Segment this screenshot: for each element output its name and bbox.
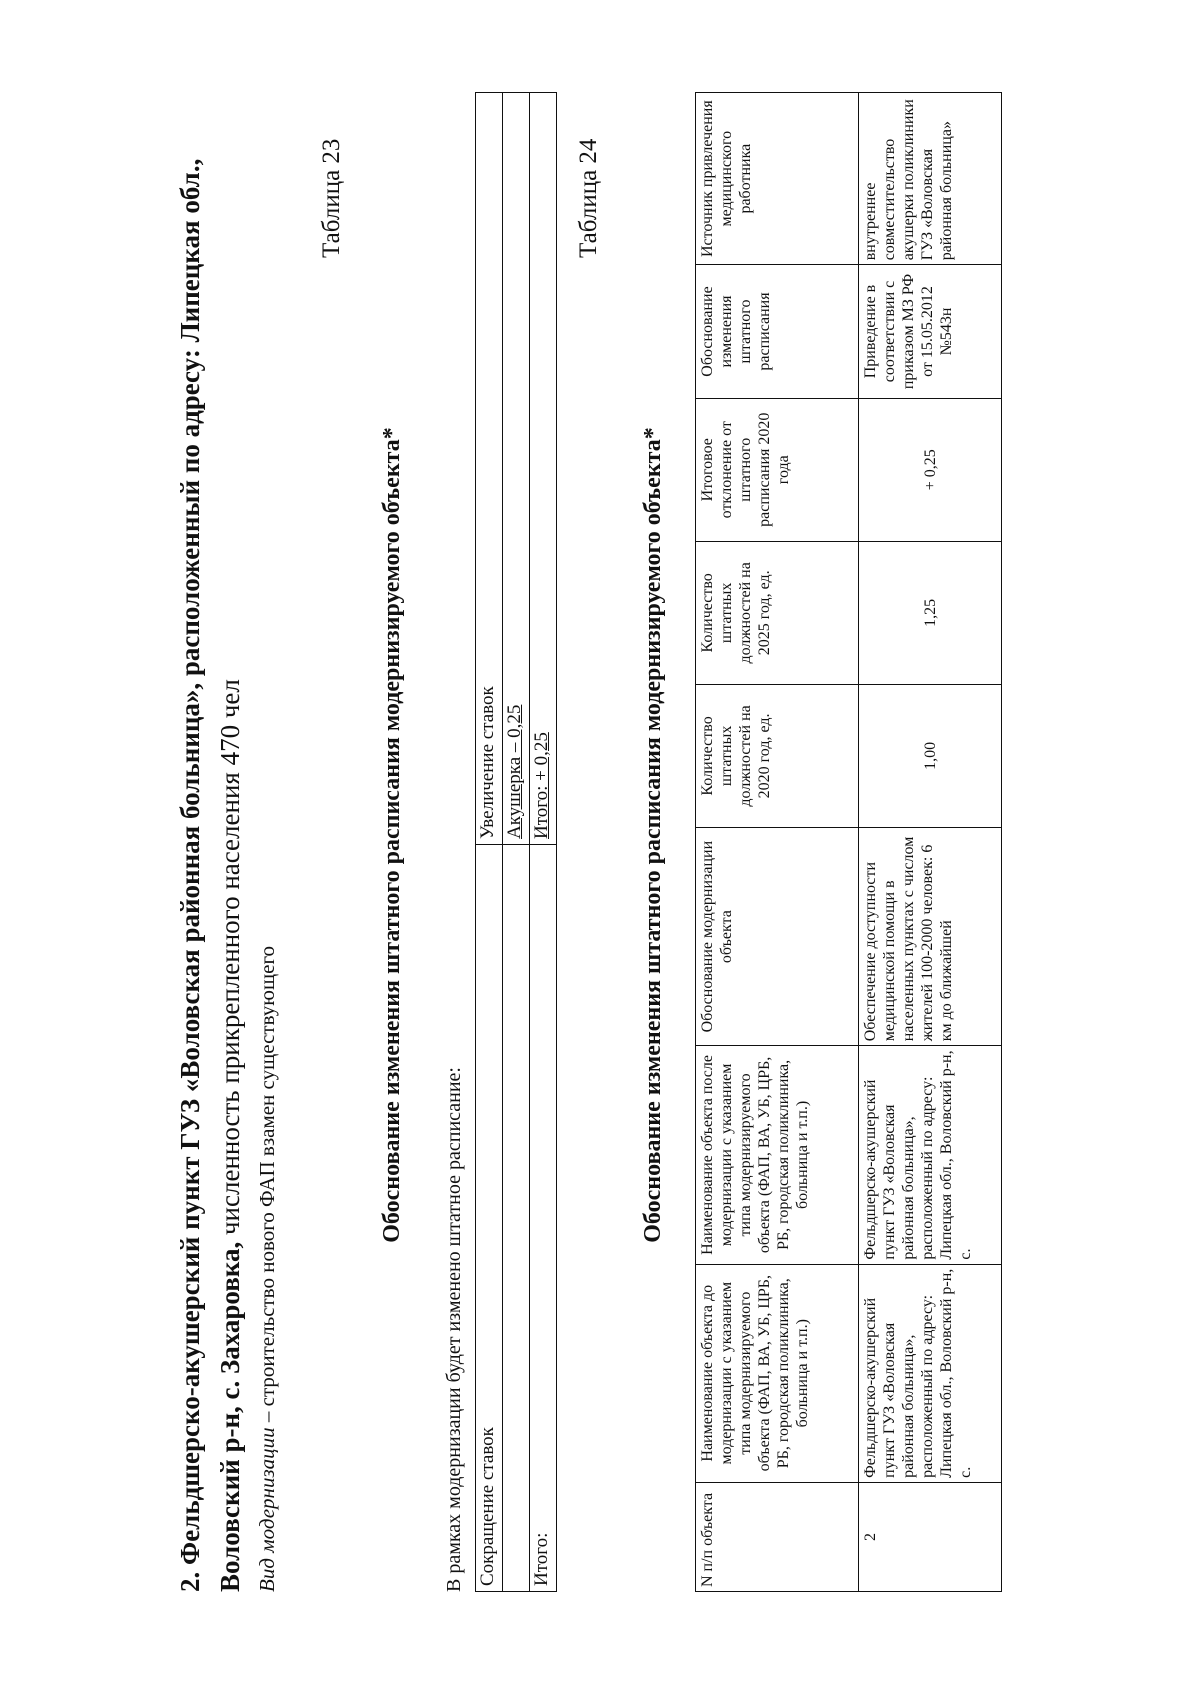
deviation-cell: + 0,25 — [859, 398, 1002, 541]
increase-header-cell: Увеличение ставок — [476, 93, 503, 845]
object-after-cell: Фельдшерско-акушерский пункт ГУЗ «Воловская районная больница», расположенный по адресу: Липецкая обл., Воловский р-н, с. — [859, 1046, 1002, 1264]
worker-source-cell: внутреннее совместительство акушерки поликлиники ГУЗ «Воловская районная больница» — [859, 93, 1002, 265]
modernization-type — [255, 92, 280, 1592]
object-number-cell: 2 — [859, 1482, 1002, 1591]
staff-2020-cell: 1,00 — [859, 684, 1002, 827]
table24-number: Таблица 24 — [575, 138, 602, 258]
total-left-cell: Итого: — [530, 845, 557, 1592]
object-before-cell: Фельдшерско-акушерский пункт ГУЗ «Воловская районная больница», расположенный по адресу: Липецкая обл., Воловский р-н, с. — [859, 1264, 1002, 1482]
heading-bold-text: 2. Фельдшерско-акушерский пункт ГУЗ «Воловская районная больница», расположенный по адресу: Липецкая обл., Воловский р-н, с. Захаровка, — [175, 158, 245, 1592]
total-right-text: Итого: + 0,25 — [531, 732, 552, 839]
reduction-item-cell — [503, 845, 530, 1592]
document-page — [35, 30, 1165, 1640]
table-header-row — [696, 93, 859, 1592]
header-cell: Количество штатных должностей на 2020 год, ед. — [696, 684, 859, 827]
staffing-justification-table — [695, 92, 1002, 1592]
table23-intro: В рамках модернизации будет изменено штатное расписание: — [443, 1067, 465, 1592]
header-cell: Наименование объекта до модернизации с указанием типа модернизируемого объекта (ФАП, ВА, УБ, ЦРБ, РБ, городская поликлиника, больница и т.п.) — [696, 1264, 859, 1482]
header-cell: Источник привлечения медицинского работника — [696, 93, 859, 265]
table-row — [503, 93, 530, 1592]
header-cell: Количество штатных должностей на 2025 год, ед. — [696, 541, 859, 684]
increase-item-cell — [503, 93, 530, 845]
staffing-change-table — [475, 92, 557, 1592]
header-cell: Наименование объекта после модернизации с указанием типа модернизируемого объекта (ФАП, ВА, УБ, ЦРБ, РБ, городская поликлиника, больница и т.п.) — [696, 1046, 859, 1264]
heading-normal-text: численность прикрепленного населения 470 чел — [215, 679, 245, 1242]
staff-2025-cell: 1,25 — [859, 541, 1002, 684]
total-right-cell — [530, 93, 557, 845]
section-heading — [170, 52, 250, 1592]
table-row — [859, 93, 1002, 1592]
table-row — [530, 93, 557, 1592]
table23-title: Обоснование изменения штатного расписания модернизируемого объекта* — [379, 427, 405, 1243]
header-cell: N п/п объекта — [696, 1482, 859, 1591]
modernization-reason-cell: Обеспечение доступности медицинской помощи в населенных пунктах с числом жителей 100-2000 человек: 6 км до ближайшей — [859, 827, 1002, 1045]
header-cell: Обоснование изменения штатного расписания — [696, 265, 859, 398]
table24-title: Обоснование изменения штатного расписания модернизируемого объекта* — [640, 427, 666, 1243]
staffing-reason-cell: Приведение в соответствии с приказом МЗ РФ от 15.05.2012 №543н — [859, 265, 1002, 398]
table-row — [476, 93, 503, 1592]
modernization-label: Вид модернизации — [255, 1427, 279, 1592]
modernization-text: – строительство нового ФАП взамен существующего — [255, 945, 279, 1428]
header-cell: Итоговое отклонение от штатного расписания 2020 года — [696, 398, 859, 541]
reduction-header-cell: Сокращение ставок — [476, 845, 503, 1592]
increase-item-text: Акушерка – 0,25 — [504, 704, 525, 839]
table23-number: Таблица 23 — [318, 138, 345, 258]
header-cell: Обоснование модернизации объекта — [696, 827, 859, 1045]
